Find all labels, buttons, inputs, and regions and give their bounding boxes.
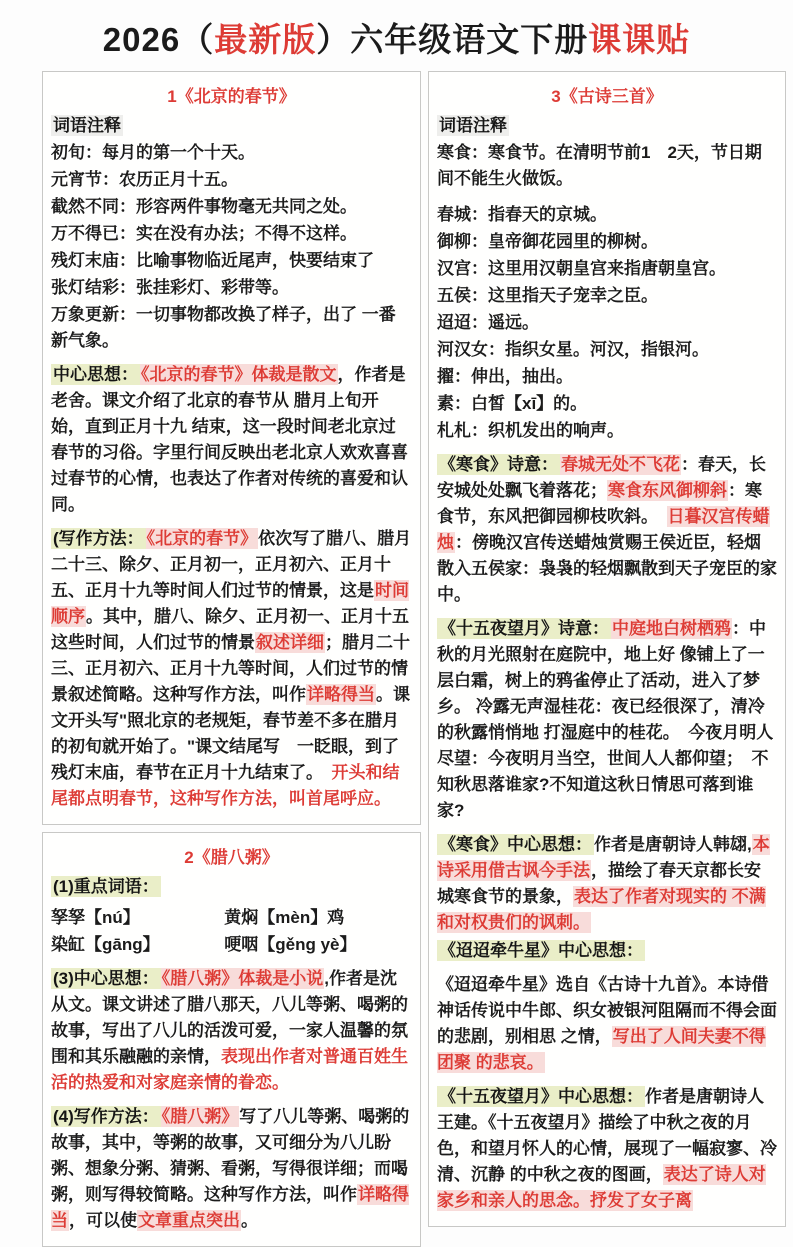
- text-run: ，可以使: [69, 1211, 137, 1230]
- paragraph: [51, 526, 412, 812]
- text-run: 素：白皙【xī】的。: [437, 394, 588, 413]
- text-run: 文章重点突出: [138, 1211, 240, 1230]
- definition-line: [437, 283, 777, 309]
- definition-line: [437, 140, 777, 192]
- text-run: (1)重点词语：: [53, 877, 159, 896]
- text-run: 开头和结尾都点明春节，这种写作方法，叫首尾呼应。: [51, 763, 400, 808]
- definition-line: [51, 248, 412, 274]
- definition-line: [437, 256, 777, 282]
- text-run: 词语注释: [439, 116, 507, 135]
- text-run: 五侯：这里指天子宠幸之臣。: [437, 286, 658, 305]
- paragraph: [437, 1084, 777, 1214]
- text-run: 2《腊八粥》: [184, 848, 279, 867]
- text-run: 写了八儿等粥、喝粥的故事，其中，等粥的故事，又可细分为八儿盼粥、想象分粥、猜粥、看粥，写得很详细；而喝粥，则写得较简略。这种写作方法，叫作: [51, 1107, 410, 1204]
- definition-line: [437, 310, 777, 336]
- section-heading: [51, 82, 412, 107]
- text-run: ：傍晚汉宫传送蜡烛赏赐王侯近臣，轻烟散入五侯家：袅袅的轻烟飘散到天子宠臣的家中。: [437, 533, 777, 604]
- text-run: 元宵节：农历正月十五。: [51, 170, 238, 189]
- text-run: (4)写作方法：: [53, 1107, 159, 1126]
- text-run: 中心思想：: [53, 365, 138, 384]
- text-run: 表达了作者对现实的 不满和对权贵们的讽刺。: [437, 887, 766, 932]
- text-run: 河汉女：指织女星。河汉，指银河。: [437, 340, 709, 359]
- definition-line: [437, 202, 777, 228]
- text-run: 《十五夜望月》中心思想：: [439, 1087, 643, 1106]
- text-run: 迢迢：遥远。: [437, 313, 539, 332]
- definition-line: [437, 938, 777, 964]
- paragraph: [51, 1104, 412, 1234]
- text-run: 作者是唐朝诗人韩翃,: [594, 835, 752, 854]
- text-run: 染缸【gāng】: [51, 935, 160, 954]
- text-run: 初旬：每月的第一个十天。: [51, 143, 255, 162]
- definition-line: [437, 364, 777, 390]
- paragraph: [437, 832, 777, 936]
- text-run: 《北京的春节》: [146, 529, 258, 548]
- text-run: 万象更新：一切事物都改换了样子，出了 一番新气象。: [51, 305, 396, 350]
- text-run: 词语注释: [53, 116, 121, 135]
- text-run: 《腊八粥》体裁是小说: [161, 969, 324, 988]
- text-run: 表达了诗人对家乡和亲人的思念。抒发了女子离: [437, 1165, 766, 1210]
- text-run: ，作者是老舍。课文介绍了北京的春节从 腊月上旬开始，直到正月十九 结束，这一段时间老北京过春节的习俗。字里行间反映出老北京人欢欢喜喜过春节的心情，也表达了作者对传统的喜爱和认同。: [51, 365, 408, 514]
- text-run: ）六年级语文下册: [316, 21, 589, 58]
- definition-line: [437, 418, 777, 444]
- pinyin-word: [51, 904, 224, 931]
- paragraph: [51, 362, 412, 518]
- definition-line: [51, 194, 412, 220]
- paragraph: [437, 972, 777, 1076]
- text-run: 最新版: [214, 21, 317, 58]
- text-run: (3)中心思想：: [53, 969, 159, 988]
- text-run: 截然不同：形容两件事物毫无共同之处。: [51, 197, 357, 216]
- paragraph: [437, 616, 777, 824]
- definition-line: [51, 302, 412, 354]
- definition-line: [437, 391, 777, 417]
- text-run: ：寒食节，东风把御园柳枝吹斜。: [437, 481, 762, 526]
- definition-line: [51, 167, 412, 193]
- text-run: 1《北京的春节》: [167, 87, 296, 106]
- text-run: 《腊八粥》: [161, 1107, 239, 1126]
- text-run: ：中秋的月光照射在庭院中，地上好 像铺上了一层白霜，树上的鸦雀停止了活动，进入了梦乡。 冷露无声湿桂花：夜已经很深了，清冷的秋露悄悄地 打湿庭中的桂花。 今夜月明人尽望：今夜明月当空，世间人人都仰望； 不知秋思落谁家?不知道这秋日情思可落到谁家?: [437, 619, 774, 820]
- definition-line: [437, 229, 777, 255]
- text-run: ；腊月二十三、正月初六、正月十九等时间，人们过节的情景叙述简略。这种写作方法，叫作: [51, 633, 410, 704]
- text-run: 擢：伸出，抽出。: [437, 367, 573, 386]
- text-run: 残灯末庙：比喻事物临近尾声，快要结束了: [51, 251, 374, 270]
- definition-line: [51, 113, 412, 139]
- definition-line: [51, 221, 412, 247]
- text-run: 《迢迢牵牛星》选自《古诗十九首》。本诗借神话传说中牛郎、织女被银河阻隔而不得会面的悲剧，别相思 之情，: [437, 975, 777, 1046]
- text-run: 寒食：寒食节。在清明节前1 2天，节日期间不能生火做饭。: [437, 143, 762, 188]
- text-run: 。: [241, 1211, 258, 1230]
- text-run: 依次写了腊八、腊月二十三、除夕、正月初一，正月初六、正月十五、正月十九等时间人们过节的情景，这是: [51, 529, 412, 600]
- text-run: ,作者是沈从文。课文讲述了腊八那天，八儿等粥、喝粥的故事，写出了八儿的活泼可爱，一家人温馨的氛围和其乐融融的亲情，: [51, 969, 408, 1066]
- text-run: 哽咽【gěng yè】: [224, 935, 357, 954]
- content-box: [42, 832, 421, 1247]
- text-run: 。课文开头写"照北京的老规矩，春节差不多在腊月的初旬就开始了。"课文结尾写 一眨眼，到了残灯末庙，春节在正月十九结束了。: [51, 685, 410, 782]
- page-title: [0, 0, 793, 71]
- columns: [0, 71, 793, 1247]
- text-run: 3《古诗三首》: [551, 87, 663, 106]
- text-run: 孥孥【nú】: [51, 908, 140, 927]
- spacer: [437, 193, 777, 201]
- text-run: 时间顺序: [51, 581, 409, 626]
- section-heading: [51, 843, 412, 868]
- text-run: 御柳：皇帝御花园里的柳树。: [437, 232, 658, 251]
- paragraph: [51, 966, 412, 1096]
- text-run: 《寒食》诗意：: [439, 455, 558, 474]
- pinyin-word: [224, 931, 412, 958]
- definition-line: [51, 140, 412, 166]
- text-run: 春城：指春天的京城。: [437, 205, 607, 224]
- text-run: 寒食东风御柳斜: [608, 481, 727, 500]
- text-run: 作者是唐朝诗人王建。《十五夜望月》描绘了中秋之夜的月色，和望月怀人的心情，展现了一幅寂寥、冷清、沉静 的中秋之夜的图画，: [437, 1087, 777, 1184]
- text-run: 黄焖【mèn】鸡: [224, 908, 345, 927]
- text-run: ，描绘了春天京都长安城寒食节的景象，: [437, 861, 761, 906]
- text-run: 中庭地白树栖鸦: [612, 619, 731, 638]
- left-column: [42, 71, 421, 1247]
- text-run: 本诗采用借古讽今手法: [437, 835, 770, 880]
- text-run: 《北京的春节》体裁是散文: [141, 365, 337, 384]
- pinyin-word: [224, 904, 412, 931]
- text-run: 日暮汉宫传蜡烛: [437, 507, 770, 552]
- text-run: 。其中，腊八、除夕、正月初一、正月十五这些时间，人们过节的情景: [51, 607, 409, 652]
- text-run: ：春天，长安城处处飘飞着落花；: [437, 455, 766, 500]
- content-box: [42, 71, 421, 825]
- pinyin-word: [51, 931, 224, 958]
- section-heading: [437, 82, 777, 107]
- paragraph: [437, 452, 777, 608]
- text-run: 万不得已：实在没有办法；不得不这样。: [51, 224, 357, 243]
- text-run: 课课贴: [588, 21, 691, 58]
- pinyin-word-grid: [51, 904, 412, 958]
- text-run: 详略得当: [307, 685, 375, 704]
- text-run: 表现出作者对普通百姓生活的热爱和对家庭亲情的眷恋。: [51, 1047, 408, 1092]
- definition-line: [51, 275, 412, 301]
- text-run: 《寒食》中心思想：: [439, 835, 592, 854]
- content-box: [428, 71, 786, 1227]
- text-run: 写出了人间夫妻不得团聚 的悲哀。: [437, 1027, 766, 1072]
- text-run: 2026（: [102, 21, 215, 58]
- text-run: (写作方法：: [53, 529, 144, 548]
- text-run: 叙述详细: [256, 633, 324, 652]
- definition-line: [437, 113, 777, 139]
- text-run: 札札：织机发出的响声。: [437, 421, 624, 440]
- text-run: 汉宫：这里用汉朝皇宫来指唐朝皇宫。: [437, 259, 726, 278]
- text-run: 《迢迢牵牛星》中心思想：: [439, 941, 643, 960]
- text-run: 详略得当: [51, 1185, 409, 1230]
- right-column: [428, 71, 786, 1227]
- text-run: 春城无处不飞花: [561, 455, 680, 474]
- text-run: 《十五夜望月》诗意：: [439, 619, 609, 638]
- definition-line: [437, 337, 777, 363]
- definition-line: [51, 874, 412, 900]
- text-run: 张灯结彩：张挂彩灯、彩带等。: [51, 278, 289, 297]
